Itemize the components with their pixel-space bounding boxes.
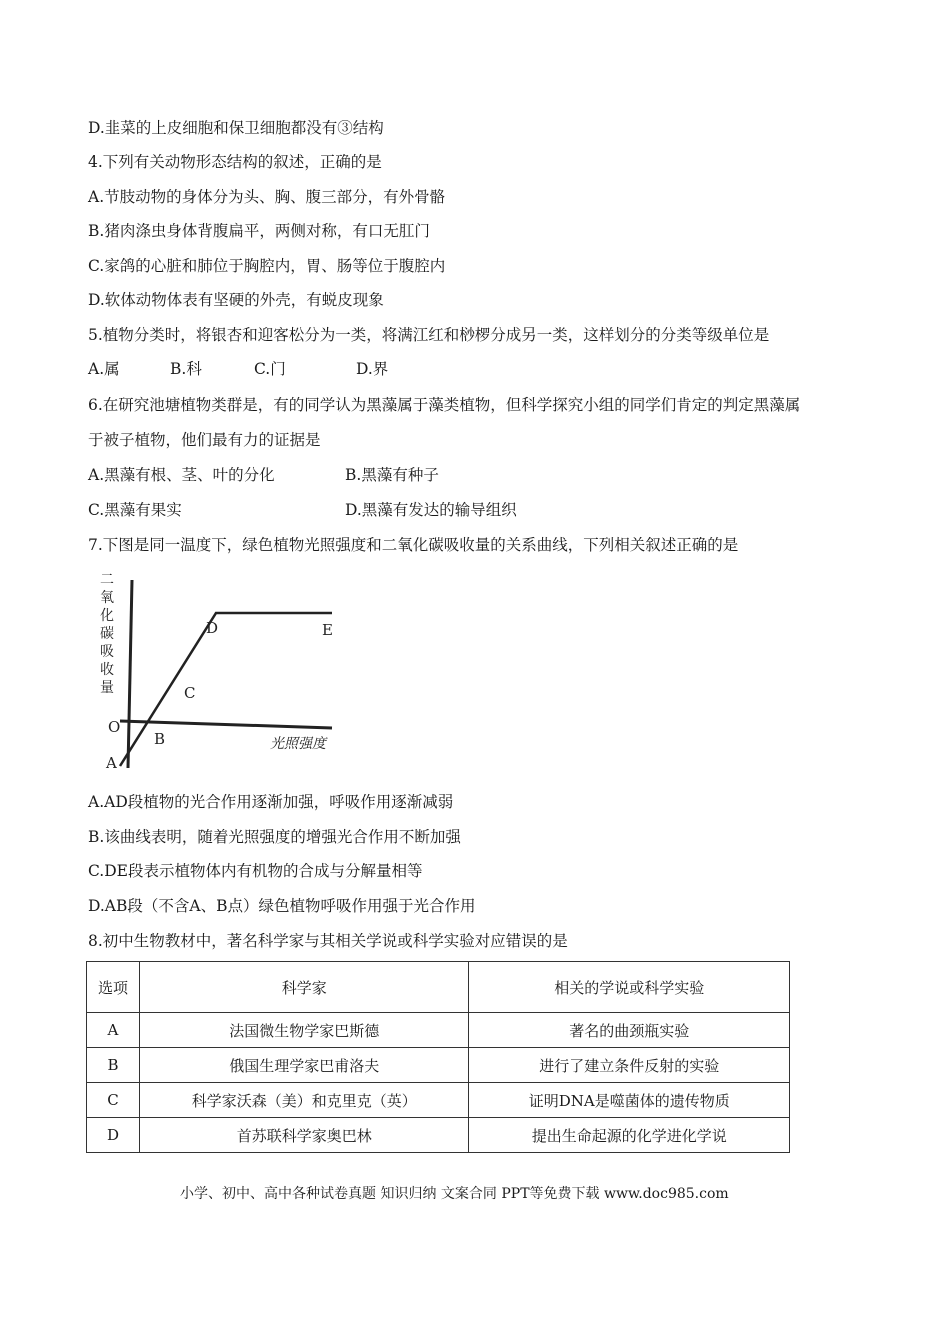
q5-option-b: B.科 bbox=[170, 360, 202, 378]
co2-light-graph bbox=[100, 570, 360, 782]
svg-text:氧: 氧 bbox=[100, 590, 114, 606]
label-d: D bbox=[206, 619, 219, 637]
label-e: E bbox=[322, 621, 333, 639]
q5-option-c: C.门 bbox=[254, 360, 286, 378]
question-6-cont: 于被子植物，他们最有力的证据是 bbox=[88, 431, 321, 449]
header-scientist: 科学家 bbox=[139, 962, 469, 1013]
table-cell: 证明DNA是噬菌体的遗传物质 bbox=[469, 1083, 790, 1118]
table-cell: 科学家沃森（美）和克里克（英） bbox=[139, 1083, 469, 1118]
table-row bbox=[87, 1118, 790, 1153]
svg-text:吸: 吸 bbox=[100, 644, 114, 660]
q4-option-a: A.节肢动物的身体分为头、胸、腹三部分，有外骨骼 bbox=[88, 188, 446, 206]
svg-text:量: 量 bbox=[100, 680, 114, 696]
q7-option-c: C.DE段表示植物体内有机物的合成与分解量相等 bbox=[88, 862, 423, 880]
q5-option-d: D.界 bbox=[356, 360, 389, 378]
x-axis bbox=[120, 721, 332, 728]
q6-option-b: B.黑藻有种子 bbox=[345, 466, 439, 484]
table-cell: 著名的曲颈瓶实验 bbox=[469, 1013, 790, 1048]
svg-text:收: 收 bbox=[100, 662, 114, 678]
table-cell: 首苏联科学家奥巴林 bbox=[139, 1118, 469, 1153]
q6-option-c: C.黑藻有果实 bbox=[88, 501, 182, 519]
x-axis-label: 光照强度 bbox=[270, 736, 326, 752]
header-option: 选项 bbox=[87, 962, 140, 1013]
q7-option-b: B.该曲线表明，随着光照强度的增强光合作用不断加强 bbox=[88, 828, 461, 846]
table-cell: D bbox=[87, 1118, 140, 1153]
table-cell: 进行了建立条件反射的实验 bbox=[469, 1048, 790, 1083]
y-axis bbox=[128, 580, 132, 768]
question-6: 6.在研究池塘植物类群是，有的同学认为黑藻属于藻类植物，但科学探究小组的同学们肯定的判定黑藻属 bbox=[88, 396, 801, 414]
svg-text:二: 二 bbox=[100, 572, 114, 588]
table-cell: B bbox=[87, 1048, 140, 1083]
label-a: A bbox=[106, 754, 117, 772]
label-c: C bbox=[184, 684, 196, 702]
scientists-table bbox=[86, 961, 790, 1153]
question-5: 5.植物分类时，将银杏和迎客松分为一类，将满江红和桫椤分成另一类，这样划分的分类等级单位是 bbox=[88, 326, 770, 344]
table-cell: C bbox=[87, 1083, 140, 1118]
question-7: 7.下图是同一温度下，绿色植物光照强度和二氧化碳吸收量的关系曲线，下列相关叙述正确的是 bbox=[88, 536, 739, 554]
table-cell: 提出生命起源的化学进化学说 bbox=[469, 1118, 790, 1153]
question-4: 4.下列有关动物形态结构的叙述，正确的是 bbox=[88, 153, 382, 171]
table-header-row bbox=[87, 962, 790, 1013]
q6-option-d: D.黑藻有发达的输导组织 bbox=[345, 501, 517, 519]
q4-option-c: C.家鸽的心脏和肺位于胸腔内，胃、肠等位于腹腔内 bbox=[88, 257, 446, 275]
q4-option-b: B.猪肉涤虫身体背腹扁平，两侧对称，有口无肛门 bbox=[88, 222, 430, 240]
q4-option-d: D.软体动物体表有坚硬的外壳，有蜕皮现象 bbox=[88, 291, 384, 309]
header-theory: 相关的学说或科学实验 bbox=[469, 962, 790, 1013]
q5-option-a: A.属 bbox=[88, 360, 120, 378]
table-row bbox=[87, 1013, 790, 1048]
label-b: B bbox=[154, 730, 166, 748]
y-axis-label bbox=[100, 572, 114, 696]
table-cell: 法国微生物学家巴斯德 bbox=[139, 1013, 469, 1048]
svg-text:碳: 碳 bbox=[100, 626, 114, 642]
table-cell: 俄国生理学家巴甫洛夫 bbox=[139, 1048, 469, 1083]
label-o: O bbox=[108, 718, 121, 736]
table-cell: A bbox=[87, 1013, 140, 1048]
q7-option-a: A.AD段植物的光合作用逐渐加强，呼吸作用逐渐减弱 bbox=[88, 793, 454, 811]
question-8: 8.初中生物教材中，著名科学家与其相关学说或科学实验对应错误的是 bbox=[88, 932, 568, 950]
q6-option-a: A.黑藻有根、茎、叶的分化 bbox=[88, 466, 275, 484]
table-row bbox=[87, 1048, 790, 1083]
svg-text:化: 化 bbox=[100, 608, 114, 624]
q7-option-d: D.AB段（不含A、B点）绿色植物呼吸作用强于光合作用 bbox=[88, 897, 476, 915]
table-row bbox=[87, 1083, 790, 1118]
page-footer: 小学、初中、高中各种试卷真题 知识归纳 文案合同 PPT等免费下载 www.doc985.com bbox=[180, 1186, 729, 1202]
q3-option-d: D.韭菜的上皮细胞和保卫细胞都没有③结构 bbox=[88, 119, 384, 137]
